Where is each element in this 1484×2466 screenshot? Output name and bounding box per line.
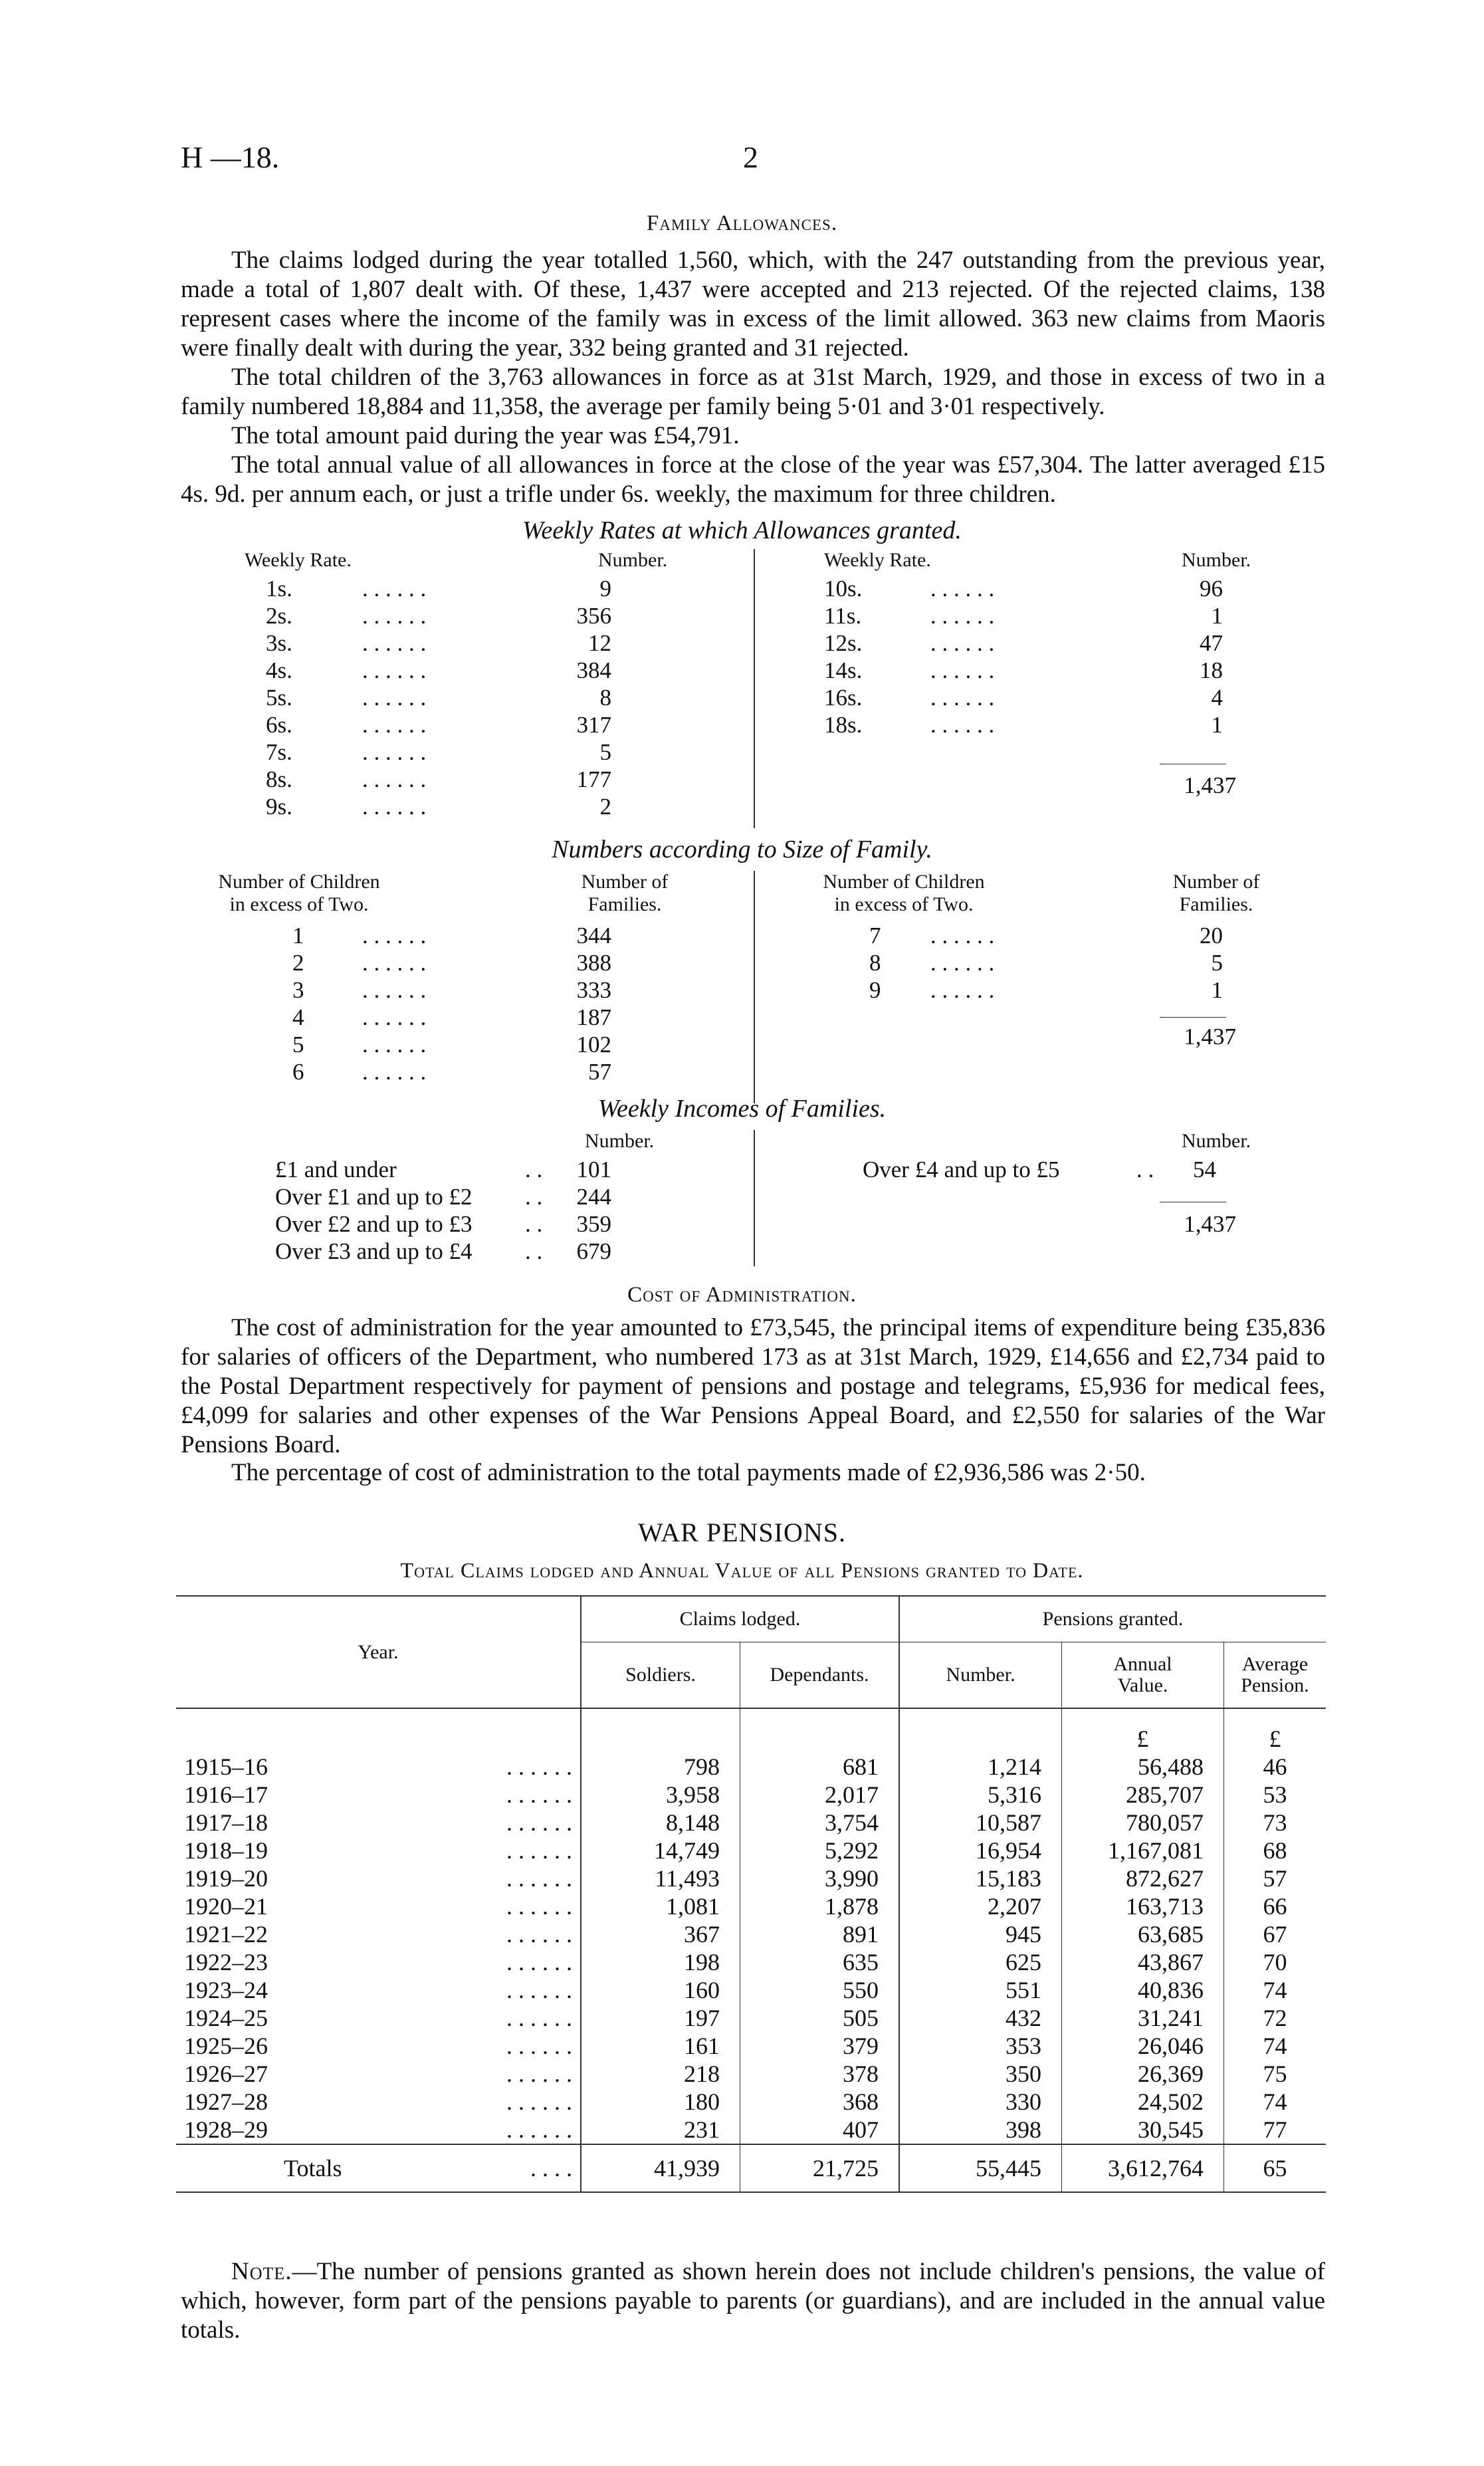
annual-value-cell: 3,612,764 — [1062, 2144, 1224, 2192]
income-left-number: 679 — [576, 1238, 611, 1264]
number-cell: 398 — [899, 2116, 1062, 2144]
war-pensions-title: WAR PENSIONS. — [637, 1517, 847, 1547]
soldiers-cell: 160 — [581, 1976, 740, 2004]
dependants-cell: 21,725 — [740, 2144, 900, 2192]
year-cell — [176, 1864, 581, 1892]
rate-left-label: 3s. — [266, 630, 292, 656]
income-left-label: Over £3 and up to £4 — [275, 1238, 473, 1264]
rate-left-number: 8 — [599, 685, 611, 711]
income-left-label: Over £1 and up to £2 — [275, 1184, 473, 1210]
dependants-cell: 5,292 — [740, 1837, 900, 1864]
annual-value-cell: 63,685 — [1062, 1920, 1224, 1948]
family-allowances-title: Family Allowances. — [646, 211, 838, 235]
size-left-leader: . . . . . . — [362, 950, 427, 976]
admin-paragraph-2: The percentage of cost of administration to the total payments made of £2,936,586 was 2·50. — [231, 1459, 1146, 1486]
number-cell: 350 — [899, 2060, 1062, 2088]
size-left-children: 6 — [292, 1059, 304, 1085]
dependants-cell: 368 — [740, 2088, 900, 2116]
annual-value-cell: 26,369 — [1062, 2060, 1224, 2088]
income-right-number: 54 — [1193, 1157, 1216, 1182]
rate-left-leader: . . . . . . — [362, 712, 427, 738]
dependants-cell: 379 — [740, 2032, 900, 2060]
rate-left-number: 177 — [576, 766, 611, 792]
table-row — [176, 1864, 1326, 1892]
annual-value-cell: 31,241 — [1062, 2004, 1224, 2032]
rate-left-leader: . . . . . . — [362, 766, 427, 792]
size-head-children-line2: in excess of Two. — [229, 893, 369, 915]
rate-left-leader: . . . . . . — [362, 685, 427, 711]
family-paragraph-4: The total annual value of all allowances in force at the close of the year was £57,304. The latter averaged £15 4s. 9d. per annum each, or just a trifle under 6s. weekly, the maximum for three children. — [181, 451, 1325, 508]
size-left-children: 3 — [292, 977, 304, 1003]
size-left-children: 5 — [292, 1032, 304, 1058]
rate-left-leader: . . . . . . — [362, 794, 427, 820]
soldiers-cell: 198 — [581, 1948, 740, 1976]
size-left-leader: . . . . . . — [362, 977, 427, 1003]
average-cell: 67 — [1263, 1921, 1287, 1948]
col-soldiers: Soldiers. — [581, 1642, 740, 1709]
units-soldiers-cell — [581, 1708, 740, 1753]
rate-right-label: 10s. — [824, 576, 863, 602]
size-total-rule — [1160, 1017, 1226, 1018]
rate-right-label: 11s. — [824, 603, 862, 629]
rate-right-leader: . . . . . . — [930, 685, 995, 711]
table-row — [176, 2004, 1326, 2032]
incomes-caption: Weekly Incomes of Families. — [597, 1095, 887, 1123]
dependants-cell: 1,878 — [740, 1892, 900, 1920]
rates-divider — [754, 549, 755, 828]
soldiers-cell: 11,493 — [581, 1864, 740, 1892]
size-left-families: 388 — [576, 950, 611, 976]
size-head-families-line1: Number of — [581, 871, 669, 893]
year-leader: . . . . . . — [506, 2061, 572, 2087]
units-year-cell — [176, 1708, 581, 1753]
size-total: 1,437 — [1184, 1024, 1236, 1050]
rate-right-number: 1 — [1211, 712, 1223, 738]
year-cell — [176, 2144, 581, 2192]
year-label: 1927–28 — [184, 2088, 268, 2115]
incomes-divider — [754, 1130, 755, 1266]
annual-value-cell: 26,046 — [1062, 2032, 1224, 2060]
size-right-leader: . . . . . . — [930, 923, 995, 949]
page-number: 2 — [743, 140, 758, 174]
dependants-cell: 378 — [740, 2060, 900, 2088]
rate-left-label: 4s. — [266, 657, 292, 683]
income-left-leader: . . — [525, 1184, 543, 1210]
year-label: 1924–25 — [184, 2005, 268, 2031]
dependants-cell: 635 — [740, 1948, 900, 1976]
soldiers-cell: 1,081 — [581, 1892, 740, 1920]
year-label: 1917–18 — [184, 1809, 268, 1836]
income-left-leader: . . — [525, 1238, 543, 1264]
weekly-rates-caption: Weekly Rates at which Allowances granted. — [522, 516, 962, 544]
year-cell — [176, 1837, 581, 1864]
rate-left-label: 2s. — [266, 603, 292, 629]
size-left-leader: . . . . . . — [362, 1059, 427, 1085]
rates-total: 1,437 — [1184, 772, 1236, 798]
number-cell: 5,316 — [899, 1781, 1062, 1809]
year-leader: . . . . . . — [506, 1893, 572, 1920]
year-leader: . . . . . . — [506, 1921, 572, 1948]
year-label: 1916–17 — [184, 1781, 268, 1808]
dependants-cell: 681 — [740, 1753, 900, 1781]
number-cell: 16,954 — [899, 1837, 1062, 1864]
family-paragraph-2: The total children of the 3,763 allowances in force as at 31st March, 1929, and those in excess of two in a family numbered 18,884 and 11,358, the average per family being 5·01 and 3·01 respectively. — [181, 364, 1325, 420]
rate-right-label: 16s. — [824, 685, 863, 711]
year-label: 1918–19 — [184, 1837, 268, 1864]
year-label: 1925–26 — [184, 2033, 268, 2059]
year-leader: . . . . . . — [506, 1809, 572, 1836]
year-leader: . . . . . . — [506, 2116, 572, 2143]
average-cell: 70 — [1263, 1949, 1287, 1975]
incomes-total: 1,437 — [1184, 1211, 1236, 1237]
size-right-families: 20 — [1200, 923, 1223, 949]
size-head-families-r-line2: Families. — [1179, 893, 1253, 915]
rate-right-leader: . . . . . . — [930, 576, 995, 602]
size-head-children-left — [186, 871, 412, 916]
soldiers-cell: 798 — [581, 1753, 740, 1781]
col-annual-line1: Annual — [1113, 1653, 1172, 1675]
number-cell: 15,183 — [899, 1864, 1062, 1892]
col-number: Number. — [899, 1642, 1062, 1709]
rate-left-leader: . . . . . . — [362, 603, 427, 629]
table-row — [176, 1837, 1326, 1864]
year-leader: . . . . . . — [506, 1949, 572, 1975]
annual-value-cell: 163,713 — [1062, 1892, 1224, 1920]
income-left-number: 359 — [576, 1211, 611, 1237]
size-left-children: 1 — [292, 923, 304, 949]
year-label: 1928–29 — [184, 2116, 268, 2143]
soldiers-cell: 231 — [581, 2116, 740, 2144]
soldiers-cell: 8,148 — [581, 1809, 740, 1837]
soldiers-cell: 197 — [581, 2004, 740, 2032]
year-cell — [176, 1920, 581, 1948]
number-cell: 2,207 — [899, 1892, 1062, 1920]
dependants-cell: 3,990 — [740, 1864, 900, 1892]
table-row — [176, 2032, 1326, 2060]
annual-value-cell: 285,707 — [1062, 1781, 1224, 1809]
income-left-number: 244 — [576, 1184, 611, 1210]
year-label: 1920–21 — [184, 1893, 268, 1920]
rate-left-number: 12 — [588, 630, 611, 656]
size-head-children-r-line2: in excess of Two. — [834, 893, 974, 915]
number-cell: 10,587 — [899, 1809, 1062, 1837]
size-head-children-r-line1: Number of Children — [823, 871, 985, 893]
col-dependants: Dependants. — [740, 1642, 900, 1709]
size-right-leader: . . . . . . — [930, 977, 995, 1003]
size-right-families: 5 — [1211, 950, 1223, 976]
year-cell — [176, 1781, 581, 1809]
dependants-cell: 2,017 — [740, 1781, 900, 1809]
family-size-caption: Numbers according to Size of Family. — [552, 836, 932, 863]
totals-label: Totals — [284, 2155, 342, 2182]
rate-right-number: 47 — [1200, 630, 1223, 656]
year-leader: . . . . . . — [506, 1753, 572, 1780]
dependants-cell: 550 — [740, 1976, 900, 2004]
annual-value-cell: 780,057 — [1062, 1809, 1224, 1837]
table-row — [176, 1753, 1326, 1781]
table-row — [176, 2088, 1326, 2116]
year-cell — [176, 1976, 581, 2004]
annual-value-cell: 1,167,081 — [1062, 1837, 1224, 1864]
size-right-families: 1 — [1211, 977, 1223, 1003]
size-head-families-right — [1150, 871, 1283, 916]
family-paragraph-1: The claims lodged during the year totalled 1,560, which, with the 247 outstanding from the previous year, made a total of 1,807 dealt with. Of these, 1,437 were accepted and 213 rejected. Of the rejected claims, 138 represent cases where the income of the family was in excess of the limit allowed. 363 new claims from Maoris were finally dealt with during the year, 332 being granted and 31 rejected. — [181, 247, 1325, 362]
size-left-leader: . . . . . . — [362, 1032, 427, 1058]
totals-row — [176, 2144, 1326, 2192]
units-annual: £ — [1062, 1708, 1224, 1753]
units-average: £ — [1269, 1726, 1281, 1752]
size-right-children: 7 — [869, 923, 881, 949]
rate-right-number: 4 — [1211, 685, 1223, 711]
annual-value-cell: 56,488 — [1062, 1753, 1224, 1781]
year-label: 1919–20 — [184, 1865, 268, 1892]
rate-right-leader: . . . . . . — [930, 630, 995, 656]
col-average-line1: Average — [1241, 1653, 1309, 1675]
soldiers-cell: 367 — [581, 1920, 740, 1948]
average-cell: 75 — [1263, 2061, 1287, 2087]
soldiers-cell: 3,958 — [581, 1781, 740, 1809]
year-label: 1923–24 — [184, 1977, 268, 2003]
rate-right-leader: . . . . . . — [930, 603, 995, 629]
table-row — [176, 2060, 1326, 2088]
col-pensions: Pensions granted. — [899, 1596, 1326, 1642]
war-pensions-body — [176, 1708, 1326, 2192]
rates-head-number-right: Number. — [1182, 549, 1251, 571]
average-cell: 65 — [1263, 2155, 1287, 2182]
table-row — [176, 1976, 1326, 2004]
income-right-label: Over £4 and up to £5 — [863, 1157, 1060, 1182]
admin-title: Cost of Administration. — [627, 1283, 857, 1307]
year-label: 1922–23 — [184, 1949, 268, 1975]
annual-value-cell: 30,545 — [1062, 2116, 1224, 2144]
year-label: 1921–22 — [184, 1921, 268, 1948]
note-paragraph — [181, 2257, 1325, 2345]
income-left-number: 101 — [576, 1157, 611, 1182]
rate-right-label: 14s. — [824, 657, 863, 683]
rate-left-label: 1s. — [266, 576, 292, 602]
col-year: Year. — [176, 1596, 581, 1708]
average-cell: 74 — [1263, 2088, 1287, 2115]
col-average-line2: Pension. — [1241, 1674, 1309, 1696]
rate-left-label: 8s. — [266, 766, 292, 792]
table-row — [176, 2116, 1326, 2144]
year-cell — [176, 2004, 581, 2032]
rate-left-label: 9s. — [266, 794, 292, 820]
rate-left-number: 356 — [576, 603, 611, 629]
income-left-leader: . . — [525, 1157, 543, 1182]
number-cell: 551 — [899, 1976, 1062, 2004]
average-cell: 57 — [1263, 1865, 1287, 1892]
rate-left-number: 9 — [599, 576, 611, 602]
units-row — [176, 1708, 1326, 1753]
size-left-families: 57 — [588, 1059, 611, 1085]
rate-right-label: 18s. — [824, 712, 863, 738]
rate-left-number: 384 — [576, 657, 611, 683]
year-label: 1926–27 — [184, 2061, 268, 2087]
rate-left-number: 5 — [599, 739, 611, 765]
rate-left-label: 5s. — [266, 685, 292, 711]
average-cell: 72 — [1263, 2005, 1287, 2031]
dependants-cell: 407 — [740, 2116, 900, 2144]
year-leader: . . . . . . — [506, 2005, 572, 2031]
annual-value-cell: 872,627 — [1062, 1864, 1224, 1892]
annual-value-cell: 24,502 — [1062, 2088, 1224, 2116]
average-cell: 68 — [1263, 1837, 1287, 1864]
size-head-families-left — [558, 871, 691, 916]
rate-left-label: 6s. — [266, 712, 292, 738]
rate-left-number: 2 — [599, 794, 611, 820]
war-pensions-subtitle: Total Claims lodged and Annual Value of all Pensions granted to Date. — [400, 1558, 1084, 1582]
size-left-families: 333 — [576, 977, 611, 1003]
dependants-cell: 891 — [740, 1920, 900, 1948]
table-row — [176, 1920, 1326, 1948]
year-cell — [176, 2032, 581, 2060]
size-right-children: 8 — [869, 950, 881, 976]
admin-paragraph-1: The cost of administration for the year amounted to £73,545, the principal items of expenditure being £35,836 for salaries of officers of the Department, who numbered 173 as at 31st March, 1929, £14,656 and £2,734 paid to the Postal Department respectively for payment of pensions and postage and telegrams, £5,936 for medical fees, £4,099 for salaries and other expenses of the War Pensions Appeal Board, and £2,550 for salaries of the War Pensions Board. — [181, 1314, 1325, 1458]
table-row — [176, 1948, 1326, 1976]
year-leader: . . . . . . — [506, 2088, 572, 2115]
rate-left-number: 317 — [576, 712, 611, 738]
size-head-families-r-line1: Number of — [1172, 871, 1260, 893]
units-number-cell — [899, 1708, 1062, 1753]
size-head-children-right — [791, 871, 1017, 916]
rate-left-label: 7s. — [266, 739, 292, 765]
number-cell: 945 — [899, 1920, 1062, 1948]
rates-head-number-left: Number. — [598, 549, 668, 571]
rate-right-number: 18 — [1200, 657, 1223, 683]
year-cell — [176, 1948, 581, 1976]
rate-left-leader: . . . . . . — [362, 630, 427, 656]
war-pensions-table — [176, 1595, 1326, 2193]
size-left-children: 4 — [292, 1004, 304, 1030]
average-cell: 53 — [1263, 1781, 1287, 1808]
income-left-label: Over £2 and up to £3 — [275, 1211, 473, 1237]
income-left-leader: . . — [525, 1211, 543, 1237]
soldiers-cell: 41,939 — [581, 2144, 740, 2192]
size-head-families-line2: Families. — [587, 893, 662, 915]
rate-right-leader: . . . . . . — [930, 712, 995, 738]
number-cell: 432 — [899, 2004, 1062, 2032]
rate-right-leader: . . . . . . — [930, 657, 995, 683]
size-head-children-line1: Number of Children — [218, 871, 380, 893]
average-cell: 74 — [1263, 1977, 1287, 2003]
soldiers-cell: 180 — [581, 2088, 740, 2116]
size-left-children: 2 — [292, 950, 304, 976]
average-cell: 66 — [1263, 1893, 1287, 1920]
rate-left-leader: . . . . . . — [362, 739, 427, 765]
year-leader: . . . . . . — [506, 1781, 572, 1808]
soldiers-cell: 161 — [581, 2032, 740, 2060]
page-reference: H —18. — [181, 140, 280, 174]
units-dependants-cell — [740, 1708, 900, 1753]
rates-head-rate-left: Weekly Rate. — [245, 549, 352, 571]
year-leader: . . . . — [530, 2155, 572, 2182]
average-cell: 74 — [1263, 2033, 1287, 2059]
col-average — [1224, 1642, 1326, 1709]
annual-value-cell: 43,867 — [1062, 1948, 1224, 1976]
year-cell — [176, 2116, 581, 2144]
soldiers-cell: 14,749 — [581, 1837, 740, 1864]
year-leader: . . . . . . — [506, 1837, 572, 1864]
incomes-head-number-right: Number. — [1182, 1130, 1251, 1152]
year-cell — [176, 1892, 581, 1920]
rate-right-label: 12s. — [824, 630, 863, 656]
rate-left-leader: . . . . . . — [362, 657, 427, 683]
col-annual-line2: Value. — [1117, 1674, 1168, 1696]
note-text: —The number of pensions granted as shown herein does not include children's pensions, the value of which, however, form part of the pensions payable to parents (or guardians), and are included in the annual value totals. — [181, 2258, 1325, 2344]
income-right-leader: . . — [1136, 1157, 1154, 1182]
size-left-families: 102 — [576, 1032, 611, 1058]
income-left-label: £1 and under — [275, 1157, 397, 1182]
note-lead: Note. — [231, 2258, 292, 2285]
year-label: 1915–16 — [184, 1753, 268, 1780]
size-divider — [754, 871, 755, 1103]
number-cell: 330 — [899, 2088, 1062, 2116]
rate-right-number: 1 — [1211, 603, 1223, 629]
table-row — [176, 1809, 1326, 1837]
dependants-cell: 505 — [740, 2004, 900, 2032]
year-leader: . . . . . . — [506, 1977, 572, 2003]
average-cell: 73 — [1263, 1809, 1287, 1836]
year-cell — [176, 1809, 581, 1837]
number-cell: 55,445 — [899, 2144, 1062, 2192]
year-cell — [176, 2060, 581, 2088]
table-row — [176, 1781, 1326, 1809]
annual-value-cell: 40,836 — [1062, 1976, 1224, 2004]
rate-right-number: 96 — [1200, 576, 1223, 602]
number-cell: 625 — [899, 1948, 1062, 1976]
incomes-head-number-left: Number. — [585, 1130, 655, 1152]
size-left-families: 187 — [576, 1004, 611, 1030]
average-cell: 77 — [1263, 2116, 1287, 2143]
size-right-leader: . . . . . . — [930, 950, 995, 976]
year-cell — [176, 1753, 581, 1781]
family-paragraph-3: The total amount paid during the year was £54,791. — [231, 422, 740, 449]
rates-head-rate-right: Weekly Rate. — [824, 549, 931, 571]
size-left-leader: . . . . . . — [362, 923, 427, 949]
year-cell — [176, 2088, 581, 2116]
table-row — [176, 1892, 1326, 1920]
size-right-children: 9 — [869, 977, 881, 1003]
number-cell: 353 — [899, 2032, 1062, 2060]
rate-left-leader: . . . . . . — [362, 576, 427, 602]
size-left-leader: . . . . . . — [362, 1004, 427, 1030]
average-cell: 46 — [1263, 1753, 1287, 1780]
soldiers-cell: 218 — [581, 2060, 740, 2088]
col-annual — [1062, 1642, 1224, 1709]
number-cell: 1,214 — [899, 1753, 1062, 1781]
dependants-cell: 3,754 — [740, 1809, 900, 1837]
col-claims: Claims lodged. — [581, 1596, 899, 1642]
size-left-families: 344 — [576, 923, 611, 949]
year-leader: . . . . . . — [506, 2033, 572, 2059]
year-leader: . . . . . . — [506, 1865, 572, 1892]
